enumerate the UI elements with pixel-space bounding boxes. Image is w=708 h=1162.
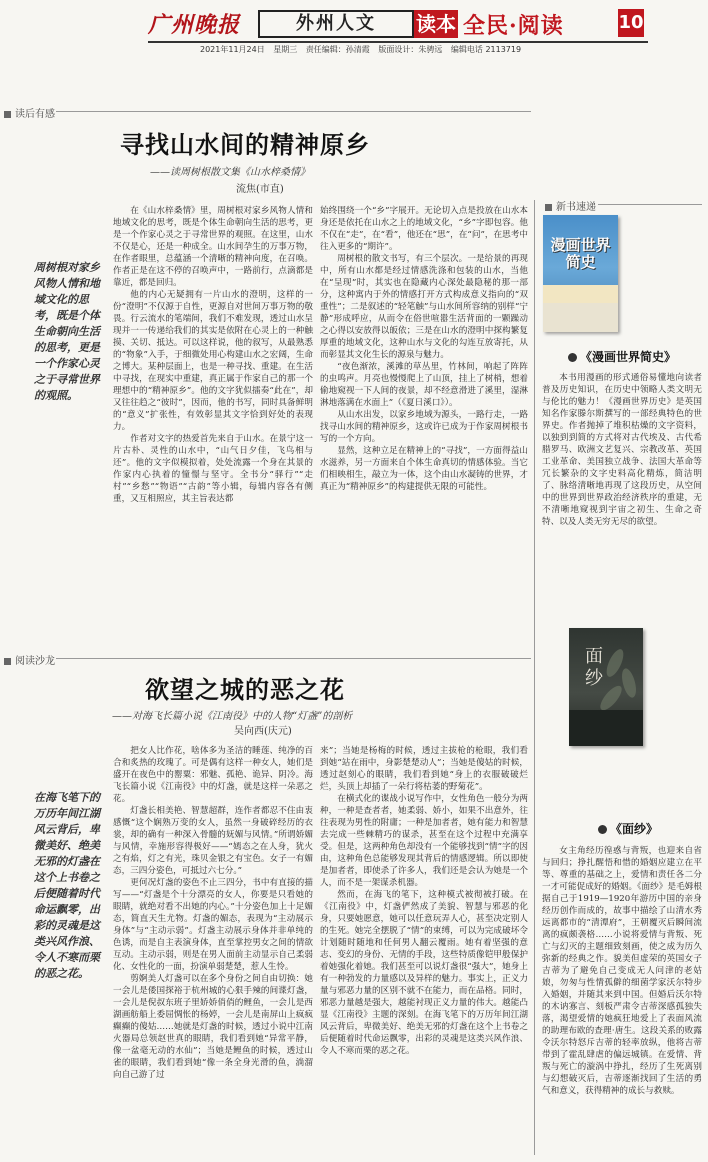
article2-col2: 来”；当她是杨梅的时候，透过主拔枪的枪眼，我们看到她“站在雨中，身影楚楚动人”；当她是傻姑的时候，透过赵刻心的眼睛，我们看到她“身上的衣服破破烂烂，头顶上却插了一朵行将枯萎的野菊花”。 在横式化的谍战小说写作中，女性角色一般分为两种，一种是查者者，她柔弱、娇小，如果不出意外，往往表现为男性的附庸；一种是加者者，她有能力和智慧去完成一些棘精巧的谋杀，甚至在这个过程中充满享受。但是，这两种角色却没有一个能够找到“情”字的因由，这种角色总能够发现其背后的情感逻辑。所以即使是加者者，即使杀了许多人，我们还是会认为她是一个人，而不是一架谋杀机器。 然而，在海飞的笔下，这种模式被彻被打破。在《江南役》中，灯盏俨然成了美貌、智慧与邪恶的化身，只要她愿意，她可以任意玩弄人心，甚至决定别人的生死。她完全摆脱了“情”的束缚，可以为完成破坏令计划随时随地和任何男人翻云覆雨。她有着坚强的意志、变幻的身份、无情的手段，这些特质像铠甲般保护着她强化着她。我们甚至可以说灯盏很“强大”，她身上有一种勃发的力量感以及异样的魅力。事实上，正义力量与邪恶力量的区别不就不在能力，而在品格。同时，邪恶力量越是强大，越能衬现正义力量的伟大。越能凸显《江南役》主题的深刻。在海飞笔下的万历年间江湖风云背后，卑微美好、绝美无邪的灯盏在这个上书卷之后便随着时代命运飘零，出彩的灵魂是这类兴风作浪、令人不寒而栗的恶之花。 — [320, 746, 528, 1056]
article1-author: 流焦(市直) — [236, 184, 284, 195]
book1-caption: 《漫画世界简史》 — [568, 348, 676, 365]
cover-band — [569, 710, 643, 746]
du-badge: 读本 — [416, 12, 456, 36]
article2-col1: 把女人比作花，啥体多为圣洁的睡莲、纯净的百合和炙热的玫瑰了。可是偶有这样一种女人，她们是盛开在夜色中的罂粟：邪魅、孤艳、诡异、阴冷。海飞长篇小说《江南役》中的灯盏，就是这样一朵恶之花。 灯盏长相美艳、智慧超群，连作者都忍不住由衷感慨“这个娴熟万变的女人，虽然一身破碎经历的衣裳，却的确有一种深入骨髓的妩媚与风情。”所谓娇媚与风情，幸施形容得极好——“嫣态之在人身，犹火之有焰，灯之有光，珠贝金银之有宝色。女子一有媚态，三四分姿色，可抵过六七分。” 更何况灯盏的姿色不止三四分，书中有直接的描写——“灯盏是个十分漂亮的女人，你要是只看她的眼睛，就绝对看不出她的内心。”十分姿色加上十足媚态，简直天生尤物。灯盏的媚态，表现为“主动展示身体”与“主动示弱”。灯盏主动展示身体并非单纯的色诱，而是自主表演身体，直至掌控男女之间的情欲互动。主动示弱，则是在男人面前主动显示自己柔弱化、女性化的一面，扮演单弱楚楚，惹人生怜。 剪婀美人灯盏可以在多个身份之间自由切换：她一会儿是倭国探裕于杭州城的心狠手辣的间谍灯盏，一会儿是倪叔东班子里娇娇俏俏的鲤鱼，一会儿是西湖画舫船上委屈惆怅的杨婷，一会儿是南屏山上疯疯癫癫的傻姑……她就是灯盏的时候，透过小说中江南火器局总领赵世真的眼睛，我们看到她“异常平静，像一盆毫无动的水仙”；当她是鲤鱼的时候，透过山雀的眼睛，我们看到她“像一条全身光滑的鱼，淌溜向自己游了过 — [113, 746, 313, 1080]
editor: 责任编辑：孙清霞 — [305, 45, 370, 54]
dateline — [200, 44, 660, 55]
square-icon — [545, 204, 552, 211]
masthead — [0, 0, 708, 42]
book1-review: 本书用漫画的形式通俗易懂地向读者普及历史知识，在历史中领略人类文明无与伦比的魅力！《漫画世界历史》是英国知名作家滕尔斯撰写的一部经典特色的世界史。作者抛掉了堆积枯燥的文字资料，以独到到简的方式将对古代埃及、古代希腊罗马、欧洲文艺复兴、宗教改革、英国工业革命、美国独立战争、法国大革命等冗长繁杂的文字史料高化精炼，简洁明了、脉络清晰地再现了这段历史，从空间中的世界到世界政治经济秩序的重建，无不清晰地窥视到宇宙之初生、生命之奇特、以及人类无穷无尽的欲望。 — [542, 373, 702, 527]
article1-col2: 始终围绕一个“乡”字展开。无论切入点是投放在山水本身还是依托在山水之上的地域文化，“乡”字即包容。他不仅在“走”，在“看”，他还在“思”，在“问”，在思考中往入更多的“期许”。 周树根的散文书写，有三个层次。一是给景的再现中，所有山水都是经过情感洗涤和包装的山水，当他在“呈现”时，其实也在隐藏内心深处最隐秘的那一部分，这种寓内于外的情感打开方式构成意义指向的“双重性”；二是叙述的“轻笔触”与山水间所容纳的别样“宁静”形成呼应，从而令在俗世喧嚣生活背面的一颗躁动之心得以安放得以皈依；三是在山水的澄明中探构繁复厚重的地域文化，这种山水与文化的勾连互放寄托，从而彰显其文化生长的源泉与魅力。 “夜色渐浓，溪滩的草丛里，竹林间，响起了阵阵的虫鸣声。月亮也慢慢爬上了山顶，挂上了树梢，想着偷地窥视一下人间的夜景，却不经意滑进了溪里，湿淋淋地落满在水面上”（《夏日溪口》）。 从山水出发，以家乡地域为源头，一路行走，一路找寻山水间的精神原乡，这或许已成为于作家周树根书写的一个方向。 显然，这种立足在精神上的“寻找”，一方面得益山水滋养，另一方面来自个体生命真切的情感体验。当它们相映相生，敲立为一体，这个由山水凝铸的世界，才真正为“精神原乡”的构建提供无限的可能性。 — [320, 206, 528, 492]
weekday: 星期三 — [273, 45, 298, 54]
section-label-salon: 阅读沙龙 — [4, 652, 55, 667]
divider — [598, 204, 702, 205]
cover-title: 漫画世界简史 — [550, 236, 611, 271]
article1-subtitle: ——读周树根散文集《山水梓桑情》 — [150, 167, 310, 178]
divider — [56, 658, 531, 659]
cover-title: 面纱 — [582, 646, 603, 690]
date: 2021年11月24日 — [200, 45, 265, 54]
bullet-icon — [598, 825, 607, 834]
article1-title: 寻找山水间的精神原乡 — [120, 131, 370, 159]
designer: 版面设计：朱骋远 — [378, 45, 443, 54]
bullet-icon — [568, 353, 577, 362]
leaf-decoration — [619, 667, 638, 699]
square-icon — [4, 658, 11, 665]
article2-title: 欲望之城的恶之花 — [145, 676, 345, 704]
cover-foot — [543, 303, 618, 332]
article2-author: 吴向西(庆元) — [234, 726, 292, 737]
square-icon — [4, 111, 11, 118]
cover-band — [543, 285, 618, 303]
masthead-rule — [148, 41, 648, 43]
column-divider — [534, 200, 535, 1155]
page-number: 10 — [618, 9, 644, 37]
article2-pullquote: 在海飞笔下的万历年间江湖风云背后，卑微美好、绝美无邪的灯盏在这个上书卷之后便随着时代命运飘零，出彩的灵魂是这类兴风作浪、令人不寒而栗的恶之花。 — [34, 791, 100, 980]
section-name: 全民·阅读 — [463, 13, 564, 39]
book-cover-comic-history — [543, 215, 618, 332]
book2-review: 女主角经历徨惑与背叛，也迎来自省与回归；挣扎醒悟和惜的婚姻应建立在平等、尊重的基础之上，爱情和责任各二分一才可能促成好的婚姻。《面纱》是毛姆根据自己于1919—1920年游历中国的亲身经历创作而成的，故事中描绘了山清水秀远离都市的“清潭府”，王朝覆灭后瞬间流离的疯颇袭格……小说将爱情与背叛、死亡与幻灭的主题细致刻画，使之成为历久弥新的经典之作。貌美但虚荣的英国女子吉蒂为了避免自己变成无人问津的老姑娘，勿匆与性情孤僻的细菌学家沃尔特步入婚姻，并随其来到中国。但婚后沃尔特的木讷寡言、刻板严肃令吉蒂深感孤独失落，渴望爱情的她疯狂地爱上了表面风流的助理布欧的查理·唐生。这段关系的败露令沃尔特怒斥吉蒂的轻率放纵，他将吉蒂带到了霍乱肆虐的偏远城镇。在爱情、背叛与死亡的漩涡中挣扎，经历了生死离别与幻想破灭后，吉蒂逐渐找回了生活的勇气和意义，获得精神的成长与救赎。 — [542, 846, 702, 1096]
article2-subtitle: ——对海飞长篇小说《江南役》中的人物“灯盏”的剖析 — [112, 711, 353, 722]
phone: 编辑电话 2113719 — [450, 45, 522, 54]
section-label-review: 读后有感 — [4, 105, 55, 120]
article1-col1: 在《山水梓桑情》里，周树根对家乡风物人情和地域文化的思考，既是个体生命朝向生活的思考，更是一个作家心灵之于寻常世界的观照。在这里，山水不仅是心，还是一种成全。山水间孕生的万事万物，在作者眼里，总蕴涵一个清晰的精神向度，在召唤。作者正是在这不停的召唤声中，一路前行，点滴都是靠近，都是回归。 他的内心无疑拥有一片山水的澄明，这样的一份“澄明”不仅源于自性，更源自对世间万事万物的敬畏。行云流水的笔端间，我们不难发现，透过山水呈现并一一传递给我们的其实是依附在心灵上的一种触摸、关切、抵达。可以这样说，他的叙写，从最熟悉的“物象”入手，于细微处用心构建山水之宏阔，生命之博大。某种层面上，也是一种寻找、重建。在生活中寻找，在现实中重建，真正属于作家自己的那一个理想中的“精神原乡”。他的文字犹似擂奏“此在”，却又往往趋之“彼时”，因而，他的书写，同时具备鲜明的“意义”扩张性，有效彰显其文字恰到好处的表现力。 作者对文字的热爱首先来自于山水。在景宁这一片古朴、灵性的山水中，“山气日夕佳，飞鸟相与还”。他的文字似模拟着，处处流露一个身在其景的作家内心执着的憧憬与坚守。全书分“驿行”“走村”“乡愁”“物语”“古韵”等小辑，每辑内容各有侧重，又互相照应，其主旨表达都 — [113, 206, 313, 504]
book-cover-veil — [569, 628, 643, 746]
book2-caption: 《面纱》 — [598, 820, 658, 837]
column-name: 外州人文 — [258, 10, 414, 38]
section-label-newbooks: 新书速递 — [545, 198, 596, 213]
newspaper-logo: 广州晚报 — [148, 12, 241, 38]
article1-pullquote: 周树根对家乡风物人情和地域文化的思考，既是个体生命朝向生活的思考，更是一个作家心灵之于寻常世界的观照。 — [34, 261, 100, 402]
divider — [56, 111, 531, 112]
